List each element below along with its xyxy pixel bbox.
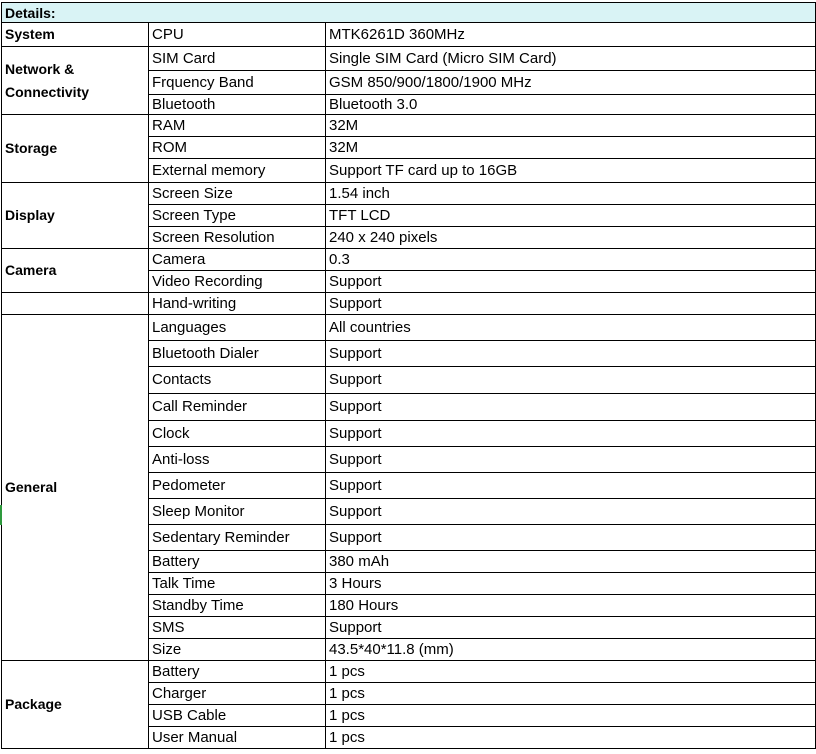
spec-value-cell: Support <box>326 271 816 293</box>
spec-name-cell: Charger <box>149 683 326 705</box>
spec-value-cell: Single SIM Card (Micro SIM Card) <box>326 47 816 71</box>
table-row <box>2 249 816 271</box>
spec-name-cell: Standby Time <box>149 595 326 617</box>
spec-value-cell: TFT LCD <box>326 205 816 227</box>
spec-name-cell: Pedometer <box>149 473 326 499</box>
spec-value-cell: MTK6261D 360MHz <box>326 23 816 47</box>
spec-value-cell: 32M <box>326 115 816 137</box>
category-cell: Storage <box>2 115 149 183</box>
spec-name-cell: Screen Resolution <box>149 227 326 249</box>
spec-name-cell: CPU <box>149 23 326 47</box>
spec-value-cell: Support <box>326 293 816 315</box>
spec-name-cell: Sleep Monitor <box>149 499 326 525</box>
spec-value-cell: Support <box>326 394 816 421</box>
category-cell <box>2 293 149 315</box>
spec-value-cell: Bluetooth 3.0 <box>326 95 816 115</box>
spec-name-cell: Frquency Band <box>149 71 326 95</box>
spec-value-cell: 1 pcs <box>326 683 816 705</box>
spec-name-cell: Size <box>149 639 326 661</box>
spec-value-cell: Support <box>326 473 816 499</box>
row-edge-marker <box>0 505 2 525</box>
spec-value-cell: GSM 850/900/1800/1900 MHz <box>326 71 816 95</box>
spec-name-cell: Battery <box>149 551 326 573</box>
spec-value-cell: Support <box>326 341 816 367</box>
spec-name-cell: Contacts <box>149 367 326 394</box>
spec-name-cell: Hand-writing <box>149 293 326 315</box>
table-row <box>2 315 816 341</box>
spec-value-cell: 1 pcs <box>326 661 816 683</box>
spec-value-cell: 180 Hours <box>326 595 816 617</box>
spec-value-cell: Support TF card up to 16GB <box>326 159 816 183</box>
spec-value-cell: 1 pcs <box>326 727 816 749</box>
spec-name-cell: Anti-loss <box>149 447 326 473</box>
spec-name-cell: Sedentary Reminder <box>149 525 326 551</box>
spec-value-cell: Support <box>326 421 816 447</box>
spec-name-cell: User Manual <box>149 727 326 749</box>
spec-name-cell: Video Recording <box>149 271 326 293</box>
category-cell: General <box>2 315 149 661</box>
spec-name-cell: Screen Size <box>149 183 326 205</box>
table-row <box>2 47 816 71</box>
table-row <box>2 661 816 683</box>
spec-name-cell: Languages <box>149 315 326 341</box>
details-header: Details: <box>2 3 816 23</box>
category-cell: System <box>2 23 149 47</box>
spec-name-cell: Clock <box>149 421 326 447</box>
spec-name-cell: External memory <box>149 159 326 183</box>
spec-value-cell: Support <box>326 447 816 473</box>
spec-value-cell: All countries <box>326 315 816 341</box>
table-row <box>2 183 816 205</box>
spec-value-cell: 380 mAh <box>326 551 816 573</box>
spec-name-cell: Screen Type <box>149 205 326 227</box>
category-cell: Camera <box>2 249 149 293</box>
category-cell: Package <box>2 661 149 749</box>
spec-value-cell: 1 pcs <box>326 705 816 727</box>
spec-name-cell: Bluetooth <box>149 95 326 115</box>
spec-name-cell: RAM <box>149 115 326 137</box>
spec-value-cell: Support <box>326 525 816 551</box>
spec-value-cell: 0.3 <box>326 249 816 271</box>
header-row <box>2 3 816 23</box>
spec-name-cell: ROM <box>149 137 326 159</box>
spec-name-cell: Battery <box>149 661 326 683</box>
spec-value-cell: 3 Hours <box>326 573 816 595</box>
spec-value-cell: 1.54 inch <box>326 183 816 205</box>
spec-value-cell: 43.5*40*11.8 (mm) <box>326 639 816 661</box>
table-row <box>2 115 816 137</box>
spec-value-cell: 240 x 240 pixels <box>326 227 816 249</box>
table-row <box>2 23 816 47</box>
spec-table <box>1 2 816 749</box>
spec-value-cell: 32M <box>326 137 816 159</box>
spec-name-cell: SMS <box>149 617 326 639</box>
category-cell: Network & Connectivity <box>2 47 149 115</box>
spec-name-cell: SIM Card <box>149 47 326 71</box>
spec-name-cell: Camera <box>149 249 326 271</box>
category-cell: Display <box>2 183 149 249</box>
spec-name-cell: Bluetooth Dialer <box>149 341 326 367</box>
spec-name-cell: USB Cable <box>149 705 326 727</box>
spec-value-cell: Support <box>326 617 816 639</box>
spec-value-cell: Support <box>326 367 816 394</box>
spec-table-body <box>2 3 816 749</box>
spec-name-cell: Call Reminder <box>149 394 326 421</box>
table-row <box>2 293 816 315</box>
spec-value-cell: Support <box>326 499 816 525</box>
spec-name-cell: Talk Time <box>149 573 326 595</box>
